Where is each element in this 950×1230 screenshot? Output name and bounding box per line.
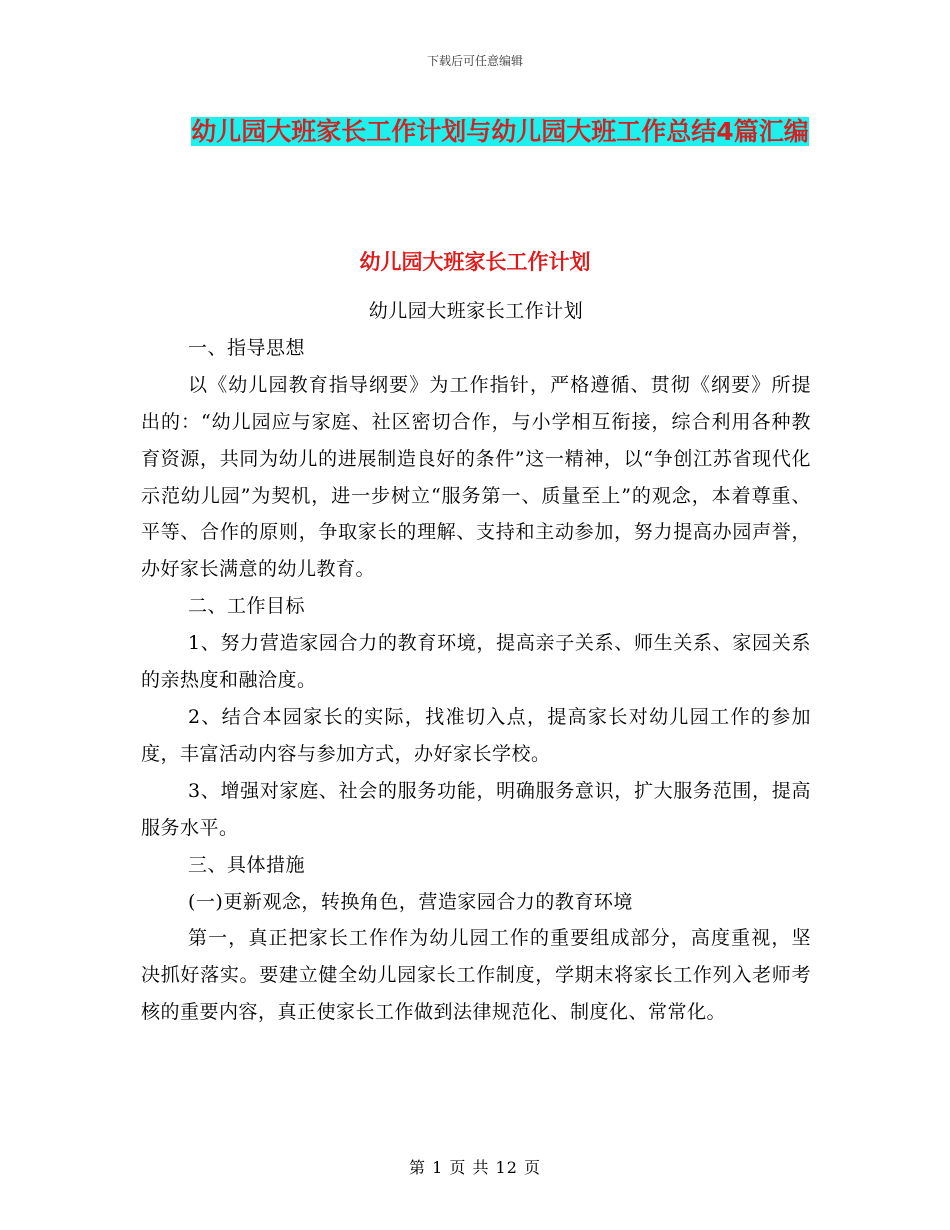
section-title: 幼儿园大班家长工作计划 [359,250,591,274]
heading-guiding-ideology: 一、指导思想 [188,336,306,359]
paragraph-guiding-ideology: 以《幼儿园教育指导纲要》为工作指针，严格遵循、贯彻《纲要》所提出的：“幼儿园应与家庭、社区密切合作，与小学相互衔接，综合利用各种教育资源，共同为幼儿的进展制造良好的条件”这一精神，以“争创江苏省现代化示范幼儿园”为契机，进一步树立“服务第一、质量至上”的观念，本着尊重、平等、合作的原则，争取家长的理解、支持和主动参加，努力提高办园声誉，办好家长满意的幼儿教育。 [141,373,811,581]
document-body [141,293,811,1031]
paragraph-measure-1: 第一，真正把家长工作作为幼儿园工作的重要组成部分，高度重视，坚决抓好落实。要建立健全幼儿园家长工作制度，学期末将家长工作列入老师考核的重要内容，真正使家长工作做到法律规范化、制度化、常常化。 [141,927,811,1024]
heading-work-goals: 二、工作目标 [188,595,306,618]
paragraph-goal-3: 3、增强对家庭、社会的服务功能，明确服务意识，扩大服务范围，提高服务水平。 [141,779,811,839]
paragraph-subtitle: 幼儿园大班家长工作计划 [368,300,584,322]
page-number: 第 1 页 共 12 页 [409,1158,541,1177]
document-title-text: 幼儿园大班家长工作计划与幼儿园大班工作总结4篇汇编 [191,117,809,146]
paragraph-goal-2: 2、结合本园家长的实际，找准切入点，提高家长对幼儿园工作的参加度，丰富活动内容与参加方式，办好家长学校。 [141,705,811,765]
document-title [150,108,850,156]
subheading-measure-1: (一)更新观念，转换角色，营造家园合力的教育环境 [188,890,633,913]
paragraph-goal-1: 1、努力营造家园合力的教育环境，提高亲子关系、师生关系、家园关系的亲热度和融洽度。 [141,632,811,692]
heading-measures: 三、具体措施 [188,853,306,876]
header-note: 下载后可任意编辑 [426,54,523,68]
